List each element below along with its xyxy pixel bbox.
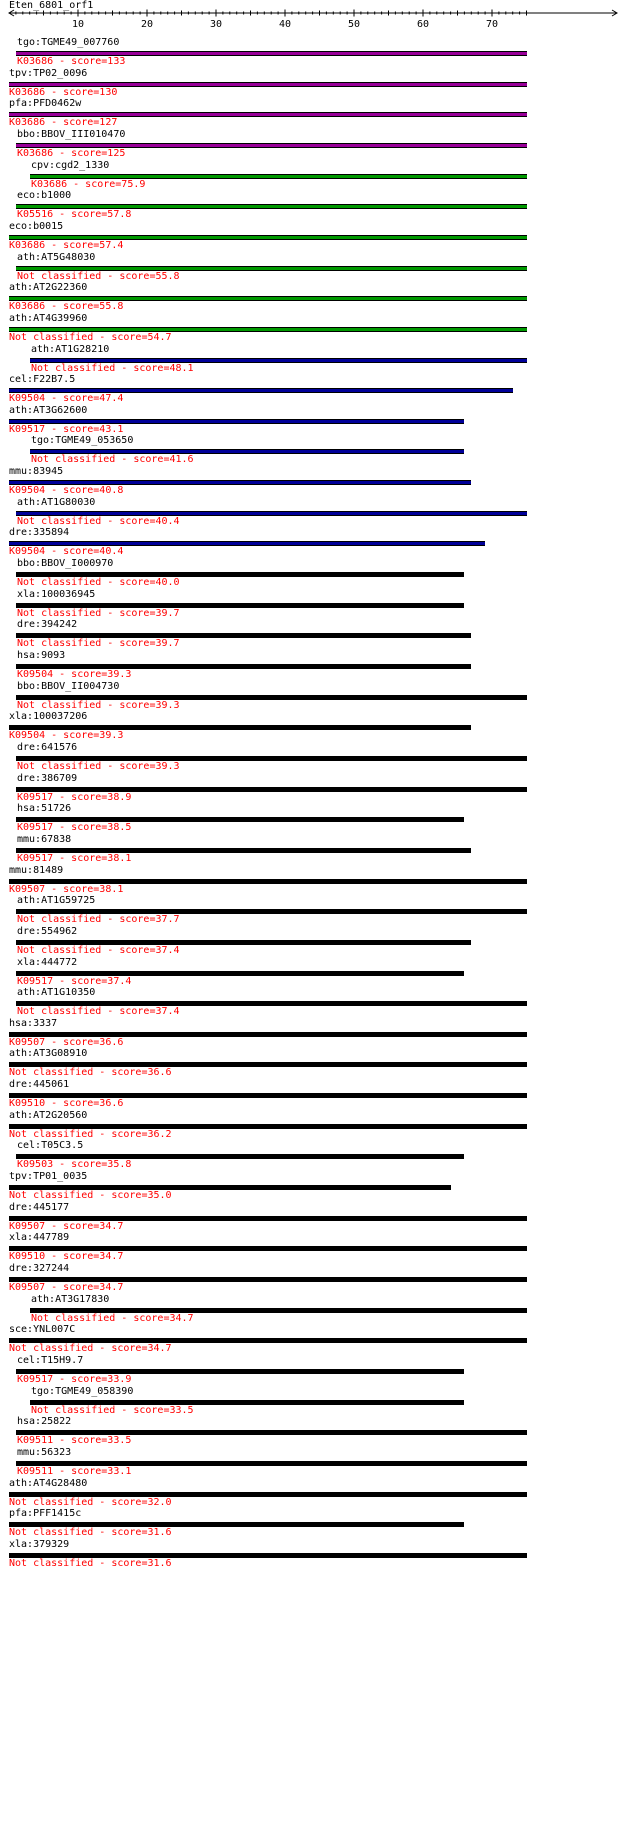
hit-row [0, 1139, 620, 1170]
hit-row [0, 1293, 620, 1324]
hit-row [0, 159, 620, 190]
hit-score-label: K03686 - score=57.4 [9, 239, 124, 251]
hit-row [0, 864, 620, 895]
hit-gene-link[interactable]: cpv:cgd2_1330 [31, 159, 110, 171]
ruler-tick-label: 60 [416, 19, 430, 30]
hit-gene-link[interactable]: bbo:BBOV_I000970 [17, 558, 114, 570]
hit-gene-link[interactable]: dre:445177 [9, 1201, 70, 1213]
hit-row [0, 1017, 620, 1048]
hit-gene-link[interactable]: hsa:9093 [17, 650, 66, 661]
hit-score-label: K09510 - score=34.7 [9, 1251, 124, 1263]
hit-row [0, 1446, 620, 1477]
hit-score-label: K03686 - score=133 [17, 56, 126, 67]
hit-gene-link[interactable]: ath:AT3G08910 [9, 1048, 88, 1060]
hit-gene-link[interactable]: ath:AT1G80030 [17, 496, 96, 508]
hit-row [0, 1538, 620, 1569]
hit-gene-link[interactable]: dre:445061 [9, 1079, 70, 1091]
hit-score-label: K09517 - score=37.4 [17, 975, 132, 987]
hit-row [0, 588, 620, 619]
hit-row [0, 1507, 620, 1538]
hit-score-label: K03686 - score=75.9 [31, 178, 146, 190]
hit-score-label: K09507 - score=38.1 [9, 883, 124, 895]
position-ruler [0, 0, 620, 30]
hit-gene-link[interactable]: xla:100036945 [17, 588, 96, 600]
hit-gene-link[interactable]: bbo:BBOV_III010470 [17, 128, 126, 140]
hit-row [0, 373, 620, 404]
hit-row [0, 281, 620, 312]
hit-score-label: Not classified - score=55.8 [17, 270, 180, 282]
hit-row [0, 1262, 620, 1293]
hit-gene-link[interactable]: ath:AT1G28210 [31, 343, 110, 355]
hit-gene-link[interactable]: sce:YNL007C [9, 1324, 76, 1336]
hit-row [0, 404, 620, 435]
hit-gene-link[interactable]: tgo:TGME49_053650 [31, 435, 134, 447]
hit-score-label: K09517 - score=38.9 [17, 791, 132, 803]
hit-gene-link[interactable]: cel:T15H9.7 [17, 1354, 84, 1366]
hit-gene-link[interactable]: dre:554962 [17, 925, 78, 937]
hit-gene-link[interactable]: tpv:TP02_0096 [9, 67, 88, 79]
hit-score-label: Not classified - score=31.6 [9, 1527, 172, 1539]
hit-row [0, 680, 620, 711]
hit-row [0, 1109, 620, 1140]
hit-row [0, 465, 620, 496]
hit-score-label: Not classified - score=35.0 [9, 1190, 172, 1202]
hit-score-label: K05516 - score=57.8 [17, 209, 132, 221]
hit-row [0, 986, 620, 1017]
hit-row [0, 496, 620, 527]
hit-gene-link[interactable]: ath:AT1G59725 [17, 895, 96, 907]
hit-score-label: K09504 - score=39.3 [9, 730, 124, 742]
hit-score-label: Not classified - score=39.7 [17, 638, 180, 650]
hit-score-label: K03686 - score=127 [9, 117, 118, 129]
hit-score-label: K09507 - score=34.7 [9, 1282, 124, 1293]
hit-row [0, 1354, 620, 1385]
hit-gene-link[interactable]: tgo:TGME49_058390 [31, 1385, 134, 1397]
hit-gene-link[interactable]: pfa:PFD0462w [9, 98, 82, 110]
hit-row [0, 741, 620, 772]
hit-row [0, 1231, 620, 1262]
hit-row [0, 189, 620, 220]
hit-score-label: Not classified - score=31.6 [9, 1557, 172, 1569]
hit-gene-link[interactable]: eco:b1000 [17, 190, 72, 202]
hit-score-label: K09504 - score=39.3 [17, 669, 132, 680]
hit-score-label: Not classified - score=48.1 [31, 362, 194, 374]
hit-score-label: Not classified - score=39.3 [17, 760, 180, 772]
hit-score-label: K09504 - score=47.4 [9, 393, 124, 405]
hit-score-label: K03686 - score=130 [9, 86, 118, 98]
hit-score-label: Not classified - score=40.4 [17, 515, 180, 527]
hit-row [0, 833, 620, 864]
hit-row [0, 220, 620, 251]
hit-score-label: K09510 - score=36.6 [9, 1098, 124, 1110]
hit-row [0, 772, 620, 803]
hit-score-label: Not classified - score=33.5 [31, 1404, 194, 1416]
query-title: Eten_6801_orf1 [9, 0, 94, 11]
hit-gene-link[interactable]: cel:F22B7.5 [9, 374, 76, 386]
hit-score-label: K09503 - score=35.8 [17, 1159, 132, 1171]
hit-row [0, 618, 620, 649]
hit-score-label: K03686 - score=55.8 [9, 301, 124, 313]
hit-row [0, 649, 620, 680]
hit-score-label: K09511 - score=33.5 [17, 1435, 132, 1447]
hit-score-label: K09517 - score=38.5 [17, 822, 132, 834]
hit-row [0, 1078, 620, 1109]
hit-gene-link[interactable]: ath:AT4G28480 [9, 1477, 88, 1489]
hit-row [0, 128, 620, 159]
hit-gene-link[interactable]: hsa:51726 [17, 803, 72, 815]
hit-gene-link[interactable]: bbo:BBOV_II004730 [17, 680, 120, 692]
hit-gene-link[interactable]: ath:AT3G62600 [9, 404, 88, 416]
hit-gene-link[interactable]: dre:641576 [17, 741, 78, 753]
hit-row [0, 1201, 620, 1232]
hit-score-label: Not classified - score=32.0 [9, 1496, 172, 1508]
hit-row [0, 343, 620, 374]
hit-row [0, 710, 620, 741]
hit-row [0, 1170, 620, 1201]
hit-gene-link[interactable]: ath:AT2G22360 [9, 282, 88, 294]
hit-row [0, 894, 620, 925]
hit-row [0, 925, 620, 956]
hit-gene-link[interactable]: xla:100037206 [9, 711, 88, 723]
hit-score-label: Not classified - score=37.7 [17, 914, 180, 926]
hit-row [0, 312, 620, 343]
hit-row [0, 1415, 620, 1446]
hit-gene-link[interactable]: dre:327244 [9, 1263, 70, 1274]
ruler-tick-label: 20 [140, 19, 154, 30]
ruler-tick-label: 70 [485, 19, 499, 30]
hit-score-label: Not classified - score=39.7 [17, 607, 180, 619]
hit-gene-link[interactable]: xla:444772 [17, 956, 78, 968]
hit-row [0, 526, 620, 557]
hit-gene-link[interactable]: dre:386709 [17, 772, 78, 784]
hit-gene-link[interactable]: ath:AT4G39960 [9, 312, 88, 324]
hit-gene-link[interactable]: ath:AT5G48030 [17, 251, 96, 263]
hit-score-label: K03686 - score=125 [17, 147, 126, 159]
hit-score-label: Not classified - score=39.3 [17, 699, 180, 711]
ruler-tick-label: 40 [278, 19, 292, 30]
hit-gene-link[interactable]: ath:AT3G17830 [31, 1293, 110, 1305]
hit-score-label: K09517 - score=38.1 [17, 852, 132, 864]
hit-score-label: Not classified - score=54.7 [9, 331, 172, 343]
hit-row [0, 36, 620, 67]
hit-row [0, 557, 620, 588]
hit-score-label: Not classified - score=34.7 [31, 1312, 194, 1324]
hit-score-label: Not classified - score=40.0 [17, 577, 180, 589]
hit-row [0, 251, 620, 282]
hit-gene-link[interactable]: ath:AT1G10350 [17, 987, 96, 999]
hit-gene-link[interactable]: dre:335894 [9, 527, 70, 539]
hit-gene-link[interactable]: mmu:81489 [9, 864, 64, 876]
ruler-tick-label: 10 [71, 19, 85, 30]
hit-score-label: K09504 - score=40.8 [9, 485, 124, 497]
hit-row [0, 97, 620, 128]
hit-gene-link[interactable]: mmu:83945 [9, 466, 64, 478]
hit-score-label: K09511 - score=33.1 [17, 1465, 132, 1477]
hit-gene-link[interactable]: xla:379329 [9, 1538, 70, 1550]
hit-gene-link[interactable]: dre:394242 [17, 619, 78, 631]
hit-row [0, 956, 620, 987]
ruler-tick-label: 50 [347, 19, 361, 30]
hit-gene-link[interactable]: hsa:25822 [17, 1416, 72, 1428]
hit-row [0, 1477, 620, 1508]
hit-score-label: K09507 - score=36.6 [9, 1036, 124, 1048]
hit-row [0, 1323, 620, 1354]
hit-gene-link[interactable]: cel:T05C3.5 [17, 1140, 84, 1152]
hit-score-label: Not classified - score=37.4 [17, 1006, 180, 1018]
hit-score-label: Not classified - score=34.7 [9, 1343, 172, 1355]
hit-gene-link[interactable]: tgo:TGME49_007760 [17, 37, 120, 48]
hit-gene-link[interactable]: tpv:TP01_0035 [9, 1171, 88, 1183]
hit-score-label: Not classified - score=36.2 [9, 1128, 172, 1140]
hit-score-label: K09517 - score=43.1 [9, 423, 124, 435]
hit-gene-link[interactable]: xla:447789 [9, 1232, 70, 1244]
hit-score-label: Not classified - score=41.6 [31, 454, 194, 466]
hit-gene-link[interactable]: mmu:56323 [17, 1446, 72, 1458]
hit-score-label: Not classified - score=36.6 [9, 1067, 172, 1079]
hit-row [0, 67, 620, 98]
ruler-tick-label: 30 [209, 19, 223, 30]
hit-gene-link[interactable]: eco:b0015 [9, 220, 64, 232]
hit-gene-link[interactable]: pfa:PFF1415c [9, 1508, 82, 1520]
hit-score-label: Not classified - score=37.4 [17, 944, 180, 956]
hit-row [0, 1385, 620, 1416]
hit-score-label: K09517 - score=33.9 [17, 1373, 132, 1385]
hit-gene-link[interactable]: ath:AT2G20560 [9, 1109, 88, 1121]
hit-row [0, 802, 620, 833]
hit-row [0, 434, 620, 465]
hit-score-label: K09504 - score=40.4 [9, 546, 124, 558]
hit-gene-link[interactable]: mmu:67838 [17, 833, 72, 845]
hit-gene-link[interactable]: hsa:3337 [9, 1017, 58, 1029]
hit-row [0, 1047, 620, 1078]
hit-score-label: K09507 - score=34.7 [9, 1220, 124, 1232]
